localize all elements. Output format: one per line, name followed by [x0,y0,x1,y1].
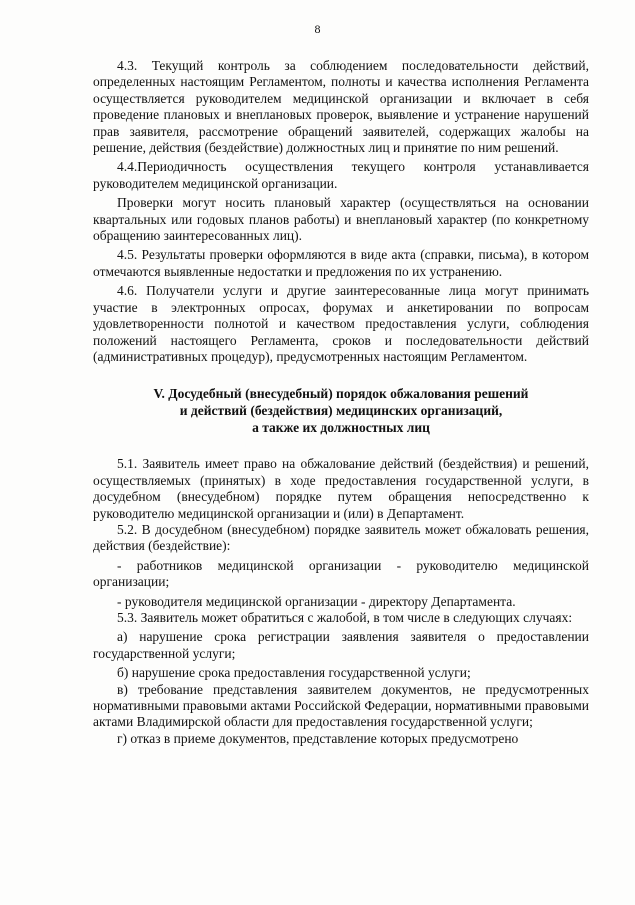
section-heading-line-3: а также их должностных лиц [252,420,430,436]
paragraph-5-1: 5.1. Заявитель имеет право на обжалование действий (бездействия) и решений, осуществляемых (принятых) в ходе предоставления государственной услуги, в досудебном (внесудебном) порядке путем обращения непосредственно к руководителю медицинской организации и (или) в Департамент. [93,456,589,521]
paragraph-inspections: Проверки могут носить плановый характер (осуществляться на основании квартальных или годовых планов работы) и внеплановый характер (по конкретному обращению заинтересованных лиц). [93,195,589,244]
list-item-head: - руководителя медицинской организации - директору Департамента. [117,593,516,609]
section-heading [93,385,589,436]
list-item-a: а) нарушение срока регистрации заявления заявителя о предоставлении государственной услуги; [93,629,589,661]
document-body [93,58,589,747]
section-heading-line-2: и действий (бездействия) медицинских организаций, [179,403,503,419]
paragraph-5-2: 5.2. В досудебном (внесудебном) порядке заявитель может обжаловать решения, действия (бездействие): [93,521,589,554]
paragraph-4-3: 4.3. Текущий контроль за соблюдением последовательности действий, определенных настоящим Регламентом, полноты и качества исполнения Регламента осуществляется руководителем медицинской организации и включает в себя проведение плановых и внеплановых проверок, выявление и устранение нарушений прав заявителя, рассмотрение обращений заявителей, содержащих жалобы на решение, действия (бездействие) должностных лиц и принятие по ним решений. [93,58,589,156]
list-item-employees: - работников медицинской организации - руководителю медицинской организации; [93,557,589,590]
list-item-b: б) нарушение срока предоставления государственной услуги; [117,665,471,681]
page-number: 8 [314,22,321,36]
paragraph-4-5: 4.5. Результаты проверки оформляются в виде акта (справки, письма), в котором отмечаются выявленные недостатки и предложения по их устранению. [93,247,589,279]
list-item-v: в) требование представления заявителем документов, не предусмотренных нормативными правовыми актами Российской Федерации, нормативными правовыми актами Владимирской области для предоставления государственной услуги; [93,681,589,730]
paragraph-4-6: 4.6. Получатели услуги и другие заинтересованные лица могут принимать участие в электронных опросах, форумах и анкетировании по вопросам удовлетворенности полнотой и качеством предоставления услуги, соблюдения положений настоящего Регламента, сроков и последовательности действий (административных процедур), предусмотренных настоящим Регламентом. [93,283,589,364]
paragraph-5-3: 5.3. Заявитель может обратиться с жалобой, в том числе в следующих случаях: [117,609,573,625]
section-heading-line-1: V. Досудебный (внесудебный) порядок обжалования решений [153,386,529,402]
paragraph-4-4: 4.4.Периодичность осуществления текущего контроля устанавливается руководителем медицинской организации. [93,159,589,191]
list-item-g: г) отказ в приеме документов, представление которых предусмотрено [117,730,519,746]
